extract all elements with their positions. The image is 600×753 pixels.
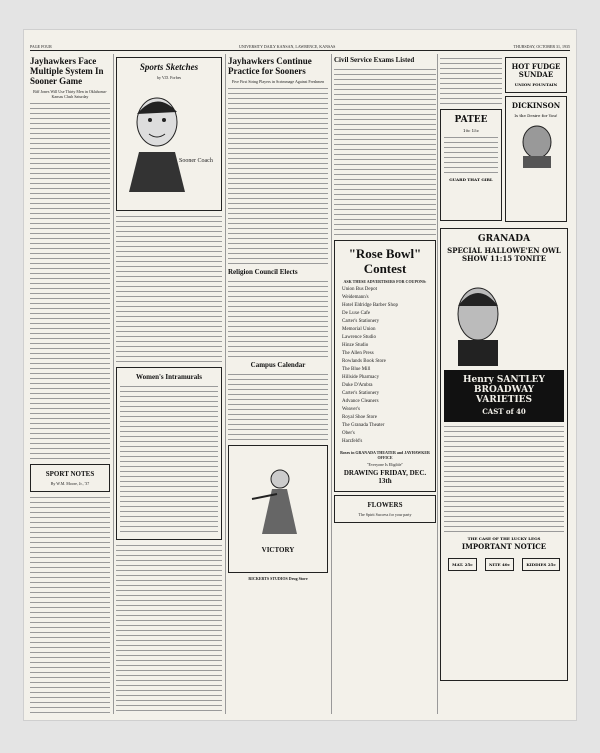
sports-sketches-box <box>116 57 222 211</box>
dickinson-sub: Is the Desire for You! <box>514 113 558 118</box>
advertiser-item: Lawrence Studio <box>342 335 377 340</box>
dickinson-title: DICKINSON <box>511 101 561 110</box>
left-ads <box>440 54 502 225</box>
rose-bowl-contest <box>334 240 436 492</box>
top-notice <box>440 56 502 106</box>
practice-body <box>228 86 328 266</box>
everyone-text: "Everyone Is Eligible" <box>366 462 404 467</box>
granada-title: GRANADA <box>477 234 531 244</box>
column-divider <box>225 54 226 714</box>
advertiser-item: Duke D'Ambra <box>342 383 373 388</box>
portrait-caption: Sooner Coach <box>179 158 213 164</box>
price-kiddies: KIDDIES 25c <box>522 558 560 571</box>
advertiser-item: Ober's <box>342 431 355 436</box>
owl-show: SPECIAL HALLOWE'EN OWL SHOW 11:15 TONITE <box>447 246 561 263</box>
price-row <box>444 555 564 574</box>
advertiser-item: De Luxe Cafe <box>342 311 371 316</box>
calendar-body <box>228 372 328 442</box>
advertiser-item: Royal Shoe Store <box>342 415 377 420</box>
patee-title: PATEE <box>454 115 488 125</box>
advertiser-item: Hotel Eldridge Barber Shop <box>342 303 398 308</box>
advertiser-item: Rowlands Book Store <box>342 359 386 364</box>
patee-prices: 10c 15c <box>463 128 479 133</box>
drawing-date: DRAWING FRIDAY, DEC. 13th <box>343 469 427 485</box>
col2-body <box>116 543 222 714</box>
union-fountain: UNION FOUNTAIN <box>514 82 558 87</box>
advertiser-item: The Allen Press <box>342 351 374 356</box>
advertiser-item: Memorial Union <box>342 327 376 332</box>
sport-notes-body <box>30 495 110 714</box>
dickinson-ad <box>505 96 567 222</box>
article-body <box>30 101 110 461</box>
civil-service-body <box>334 67 436 237</box>
patee-body <box>444 135 498 175</box>
masthead-rule <box>30 50 570 51</box>
boxes-text: Boxes in GRANADA THEATER and JAYHAWKER OFFICE <box>340 450 430 460</box>
price-mat: MAT. 25c <box>448 558 477 571</box>
flowers-sub: The Spirit Success for your party <box>358 512 412 517</box>
advertiser-item: The Granada Theater <box>342 423 385 428</box>
cast-list <box>444 424 564 534</box>
fudge-title: HOT FUDGE SUNDAE <box>511 62 561 79</box>
advertiser-item: The Blue Mill <box>342 367 371 372</box>
flowers-title: FLOWERS <box>367 501 403 509</box>
article-headline: Jayhawkers Face Multiple System In Sooner Game <box>30 56 104 86</box>
important-notice: IMPORTANT NOTICE <box>461 542 547 551</box>
civil-service-headline: Civil Service Exams Listed <box>334 56 415 64</box>
column-4 <box>334 54 436 714</box>
rickerts-ad: RICKERTS STUDIOS Drug Store <box>248 576 308 581</box>
column-divider <box>437 54 438 714</box>
victory-illustration <box>232 449 322 539</box>
sport-notes-box <box>30 464 110 492</box>
advertiser-item: Weaver's <box>342 407 360 412</box>
advertiser-item: Harzfeld's <box>342 439 363 444</box>
price-nite: NITE 40c <box>485 558 514 571</box>
advertiser-item: Hinze Studio <box>342 343 369 348</box>
advertiser-item: Weidemann's <box>342 295 369 300</box>
sketches-body <box>116 214 222 364</box>
sport-notes-title: SPORT NOTES <box>45 470 95 478</box>
coach-portrait <box>119 82 219 192</box>
broadway-banner <box>444 370 564 422</box>
column-2 <box>116 54 222 714</box>
practice-headline: Jayhawkers Continue Practice for Sooners <box>228 56 312 76</box>
ask-advertisers: ASK THESE ADVERTISERS FOR COUPONS: <box>343 279 427 284</box>
column-5 <box>440 54 568 684</box>
santley-title: Henry SANTLEY BROADWAY VARIETIES <box>463 375 545 405</box>
right-ads <box>505 54 567 225</box>
victory-title: VICTORY <box>261 546 295 554</box>
patee-ad <box>440 109 502 221</box>
advertiser-item: Union Bus Depot <box>342 287 377 292</box>
masthead-date: THURSDAY, OCTOBER 31, 1935 <box>513 44 570 49</box>
flowers-ad <box>334 495 436 523</box>
fudge-ad <box>505 57 567 93</box>
advertiser-item: Carter's Stationery <box>342 391 380 396</box>
practice-subhead: Five First String Players in Scrimmage Against Freshmen <box>231 79 325 84</box>
intramurals-box <box>116 367 222 540</box>
campus-calendar-title: Campus Calendar <box>250 361 306 369</box>
santley-portrait <box>444 266 562 366</box>
column-1 <box>30 54 110 714</box>
newspaper-page <box>24 30 576 720</box>
advertiser-item: Advance Cleaners <box>342 399 379 404</box>
column-divider <box>331 54 332 714</box>
religion-headline: Religion Council Elects <box>228 268 298 276</box>
granada-ad <box>440 228 568 681</box>
advertiser-item: Hillside Pharmacy <box>342 375 380 380</box>
column-divider <box>113 54 114 714</box>
sports-sketches-byline: by V.D. Forbes <box>156 75 182 80</box>
patee-feature: GUARD THAT GIRL <box>449 177 493 182</box>
rose-bowl-title: "Rose Bowl" Contest <box>348 246 422 276</box>
dickinson-illustration <box>509 120 565 170</box>
cast-count: CAST of 40 <box>482 407 526 416</box>
lucky-legs: THE CASE OF THE LUCKY LEGS <box>467 536 541 541</box>
column-3 <box>228 54 328 714</box>
intramurals-standings <box>120 384 218 534</box>
advertiser-list <box>338 286 432 446</box>
intramurals-title: Women's Intramurals <box>136 373 202 381</box>
article-subhead: Biff Jones Will Use Thirty Men in Oklahoma-Kansas Clash Saturday <box>33 89 107 99</box>
top-ads-row <box>440 54 568 225</box>
sports-sketches-logo: Sports Sketches <box>139 62 199 72</box>
advertiser-item: Carter's Stationery <box>342 319 380 324</box>
masthead-page: PAGE FOUR <box>30 44 52 49</box>
masthead-title: UNIVERSITY DAILY KANSAN, LAWRENCE, KANSAS <box>239 44 336 49</box>
victory-ad <box>228 445 328 573</box>
religion-body <box>228 279 328 359</box>
sport-notes-byline: By W.M. Moore, Jr., '37 <box>50 481 90 486</box>
